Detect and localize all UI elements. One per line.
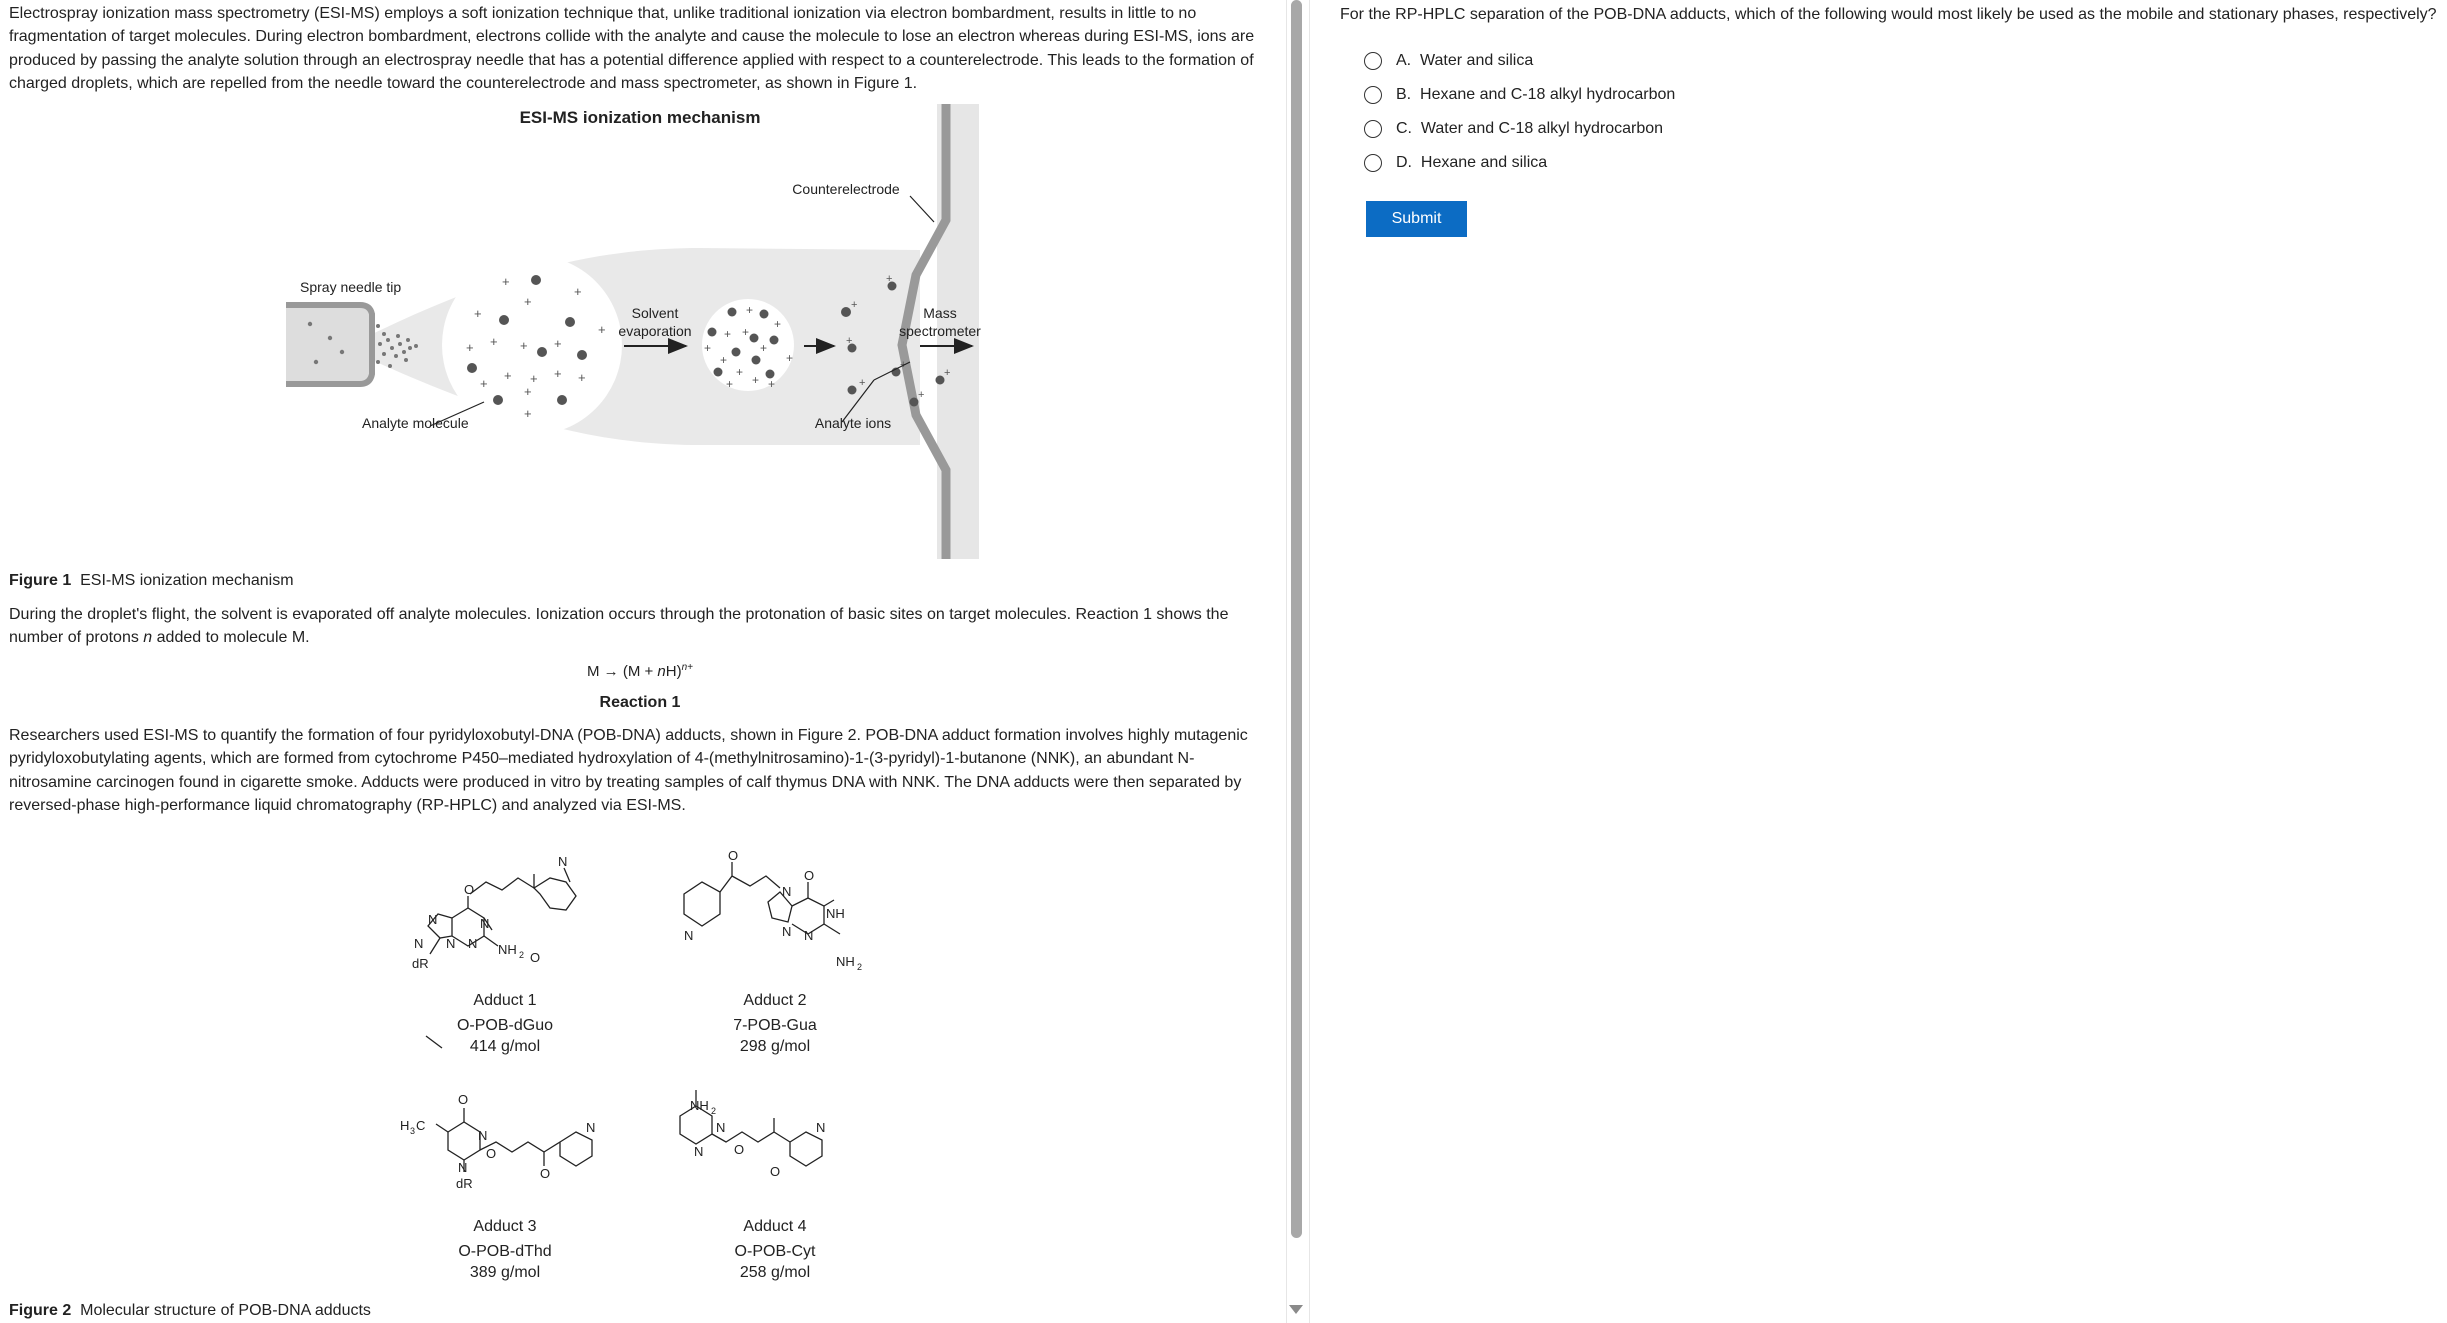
svg-text:+: + (530, 371, 538, 386)
svg-text:+: + (774, 317, 782, 331)
svg-text:dR: dR (456, 1176, 473, 1191)
option-c-letter: C. (1396, 120, 1412, 137)
svg-text:O: O (458, 1092, 469, 1107)
mass-label: Mass (923, 305, 957, 321)
svg-text:+: + (490, 334, 498, 349)
svg-text:+: + (504, 368, 512, 383)
question-text: For the RP-HPLC separation of the POB-DNA adducts, which of the following would most likely be used as the mobile and stationary phases, respectively? (1340, 6, 2437, 23)
svg-text:+: + (752, 373, 760, 387)
figure1-esi-diagram (280, 100, 1020, 565)
svg-text:+: + (746, 303, 754, 317)
reaction-equation: M → (M + nH)$^{n+}$ (587, 662, 693, 680)
analyte-molecule-label: Analyte molecule (362, 415, 469, 431)
counterelectrode-label: Counterelectrode (792, 181, 900, 197)
svg-text:N: N (694, 1144, 704, 1159)
svg-text:N: N (446, 936, 456, 951)
svg-text:+: + (918, 389, 925, 401)
svg-text:+: + (524, 294, 532, 309)
scroll-down-arrow-icon[interactable] (1289, 1305, 1303, 1314)
figure1-title: ESI-MS ionization mechanism (519, 108, 761, 127)
spectrometer-label: spectrometer (899, 323, 981, 339)
svg-text:N: N (716, 1120, 726, 1135)
svg-text:N: N (428, 912, 438, 927)
option-d-text: Hexane and silica (1420, 154, 1548, 171)
svg-text:N: N (558, 854, 568, 869)
svg-text:+: + (502, 274, 510, 289)
svg-text:+: + (704, 341, 712, 355)
svg-text:N: N (782, 884, 792, 899)
option-a-letter: A. (1396, 52, 1412, 69)
adduct3-label: Adduct 3 O-POB-dThd 389 g/mol (458, 1218, 552, 1281)
svg-text:+: + (520, 338, 528, 353)
svg-text:N: N (804, 928, 814, 943)
svg-text:+: + (474, 306, 482, 321)
svg-text:N: N (478, 1128, 488, 1143)
svg-text:+: + (578, 370, 586, 385)
svg-text:+: + (574, 284, 582, 299)
svg-text:O: O (464, 882, 475, 897)
figure2-caption: Figure 2 Molecular structure of POB-DNA adducts (9, 1302, 371, 1319)
radio-button-icon[interactable] (1364, 52, 1382, 70)
svg-text:NH: NH (690, 1098, 709, 1113)
svg-text:+: + (554, 336, 562, 351)
svg-text:O: O (734, 1142, 745, 1157)
svg-text:N: N (480, 916, 490, 931)
svg-text:2: 2 (519, 950, 525, 960)
option-a[interactable] (1364, 48, 1533, 74)
svg-text:+: + (742, 325, 750, 339)
submit-button[interactable]: Submit (1366, 201, 1467, 237)
flight-paragraph: During the droplet's flight, the solvent is evaporated off analyte molecules. Ionization occurs through the protonation of basic sites on target molecules. Reaction 1 shows the number of protons n added to molecule M. (9, 606, 1229, 647)
svg-text:C: C (416, 1118, 426, 1133)
option-c[interactable] (1364, 116, 1663, 142)
radio-button-icon[interactable] (1364, 154, 1382, 172)
svg-text:N: N (414, 936, 424, 951)
svg-text:N: N (816, 1120, 826, 1135)
svg-text:O: O (770, 1164, 781, 1179)
svg-text:O: O (540, 1166, 551, 1181)
svg-text:+: + (466, 340, 474, 355)
option-d[interactable] (1364, 150, 1547, 176)
evaporation-label: evaporation (618, 323, 692, 339)
svg-text:H: H (400, 1118, 410, 1133)
option-c-text: Water and C-18 alkyl hydrocarbon (1420, 120, 1664, 137)
svg-text:2: 2 (711, 1106, 717, 1116)
spray-needle (286, 305, 372, 384)
svg-text:+: + (768, 377, 776, 391)
svg-text:N: N (586, 1120, 596, 1135)
svg-text:NH: NH (826, 906, 845, 921)
analyte-ions-label: Analyte ions (814, 415, 892, 431)
solvent-label: Solvent (631, 305, 679, 321)
research-paragraph: Researchers used ESI-MS to quantify the formation of four pyridyloxobutyl-DNA (POB-DNA) adducts, shown in Figure 2. POB-DNA adduct formation involves highly mutagenic pyridyloxobutylating agents, which are formed from cytochrome P450–mediated hydroxylation of 4-(methylnitrosamino)-1-(3-pyridyl)-1-butanone (NNK), an abundant N- nitrosamine carcinogen found in cigarette smoke. Adducts were produced in vitro by treating samples of calf thymus DNA with NNK. The DNA adducts were then separated by reversed-phase high-performance liquid chromatography (RP-HPLC) and analyzed via ESI-MS. (9, 727, 1248, 814)
svg-text:N: N (458, 1160, 468, 1175)
svg-text:+: + (524, 406, 532, 421)
svg-text:+: + (846, 335, 853, 347)
svg-text:+: + (944, 367, 951, 379)
adduct1-label: Adduct 1 O-POB-dGuo 414 g/mol (456, 992, 554, 1055)
svg-text:NH: NH (498, 942, 517, 957)
svg-text:2: 2 (857, 962, 863, 972)
adduct2-label: Adduct 2 7-POB-Gua 298 g/mol (733, 992, 817, 1055)
svg-text:O: O (486, 1146, 497, 1161)
intro-paragraph: Electrospray ionization mass spectrometry (ESI-MS) employs a soft ionization technique that, unlike traditional ionization via electron bombardment, results in little to no fragmentation of target molecules. During electron bombardment, electrons collide with the analyte and cause the molecule to lose an electron whereas during ESI-MS, ions are produced by passing the analyte solution through an electrospray needle that has a potential difference applied with respect to a counterelectrode. This leads to the formation of charged droplets, which are repelled from the needle toward the counterelectrode and mass spectrometer, as shown in Figure 1. (9, 5, 1255, 92)
svg-text:+: + (886, 273, 893, 285)
svg-text:+: + (524, 384, 532, 399)
svg-text:+: + (726, 377, 734, 391)
svg-text:NH: NH (836, 954, 855, 969)
svg-text:+: + (736, 365, 744, 379)
svg-text:dR: dR (412, 956, 429, 971)
svg-text:O: O (530, 950, 541, 965)
svg-text:O: O (804, 868, 815, 883)
svg-text:+: + (480, 376, 488, 391)
svg-text:+: + (598, 322, 606, 337)
svg-text:+: + (859, 377, 866, 389)
svg-text:+: + (851, 299, 858, 311)
svg-text:N: N (468, 936, 478, 951)
reaction-label: Reaction 1 (599, 694, 681, 711)
figure1-caption: Figure 1 ESI-MS ionization mechanism (9, 572, 294, 589)
svg-text:N: N (684, 928, 694, 943)
radio-button-icon[interactable] (1364, 120, 1382, 138)
svg-text:+: + (786, 351, 794, 365)
needle-label: Spray needle tip (300, 279, 402, 295)
svg-text:+: + (554, 366, 562, 381)
svg-text:+: + (760, 341, 768, 355)
svg-text:+: + (720, 353, 728, 367)
option-b[interactable] (1364, 82, 1675, 108)
svg-text:+: + (724, 327, 732, 341)
svg-text:+: + (900, 359, 907, 371)
option-b-letter: B. (1396, 86, 1412, 103)
svg-text:O: O (728, 848, 739, 863)
svg-text:3: 3 (410, 1126, 416, 1136)
option-a-text: Water and silica (1420, 52, 1534, 69)
adduct4-label: Adduct 4 O-POB-Cyt 258 g/mol (734, 1218, 816, 1281)
radio-button-icon[interactable] (1364, 86, 1382, 104)
passage-scrollbar-thumb[interactable] (1291, 0, 1302, 1238)
option-b-text: Hexane and C-18 alkyl hydrocarbon (1420, 86, 1676, 103)
svg-text:N: N (782, 924, 792, 939)
option-d-letter: D. (1396, 154, 1412, 171)
